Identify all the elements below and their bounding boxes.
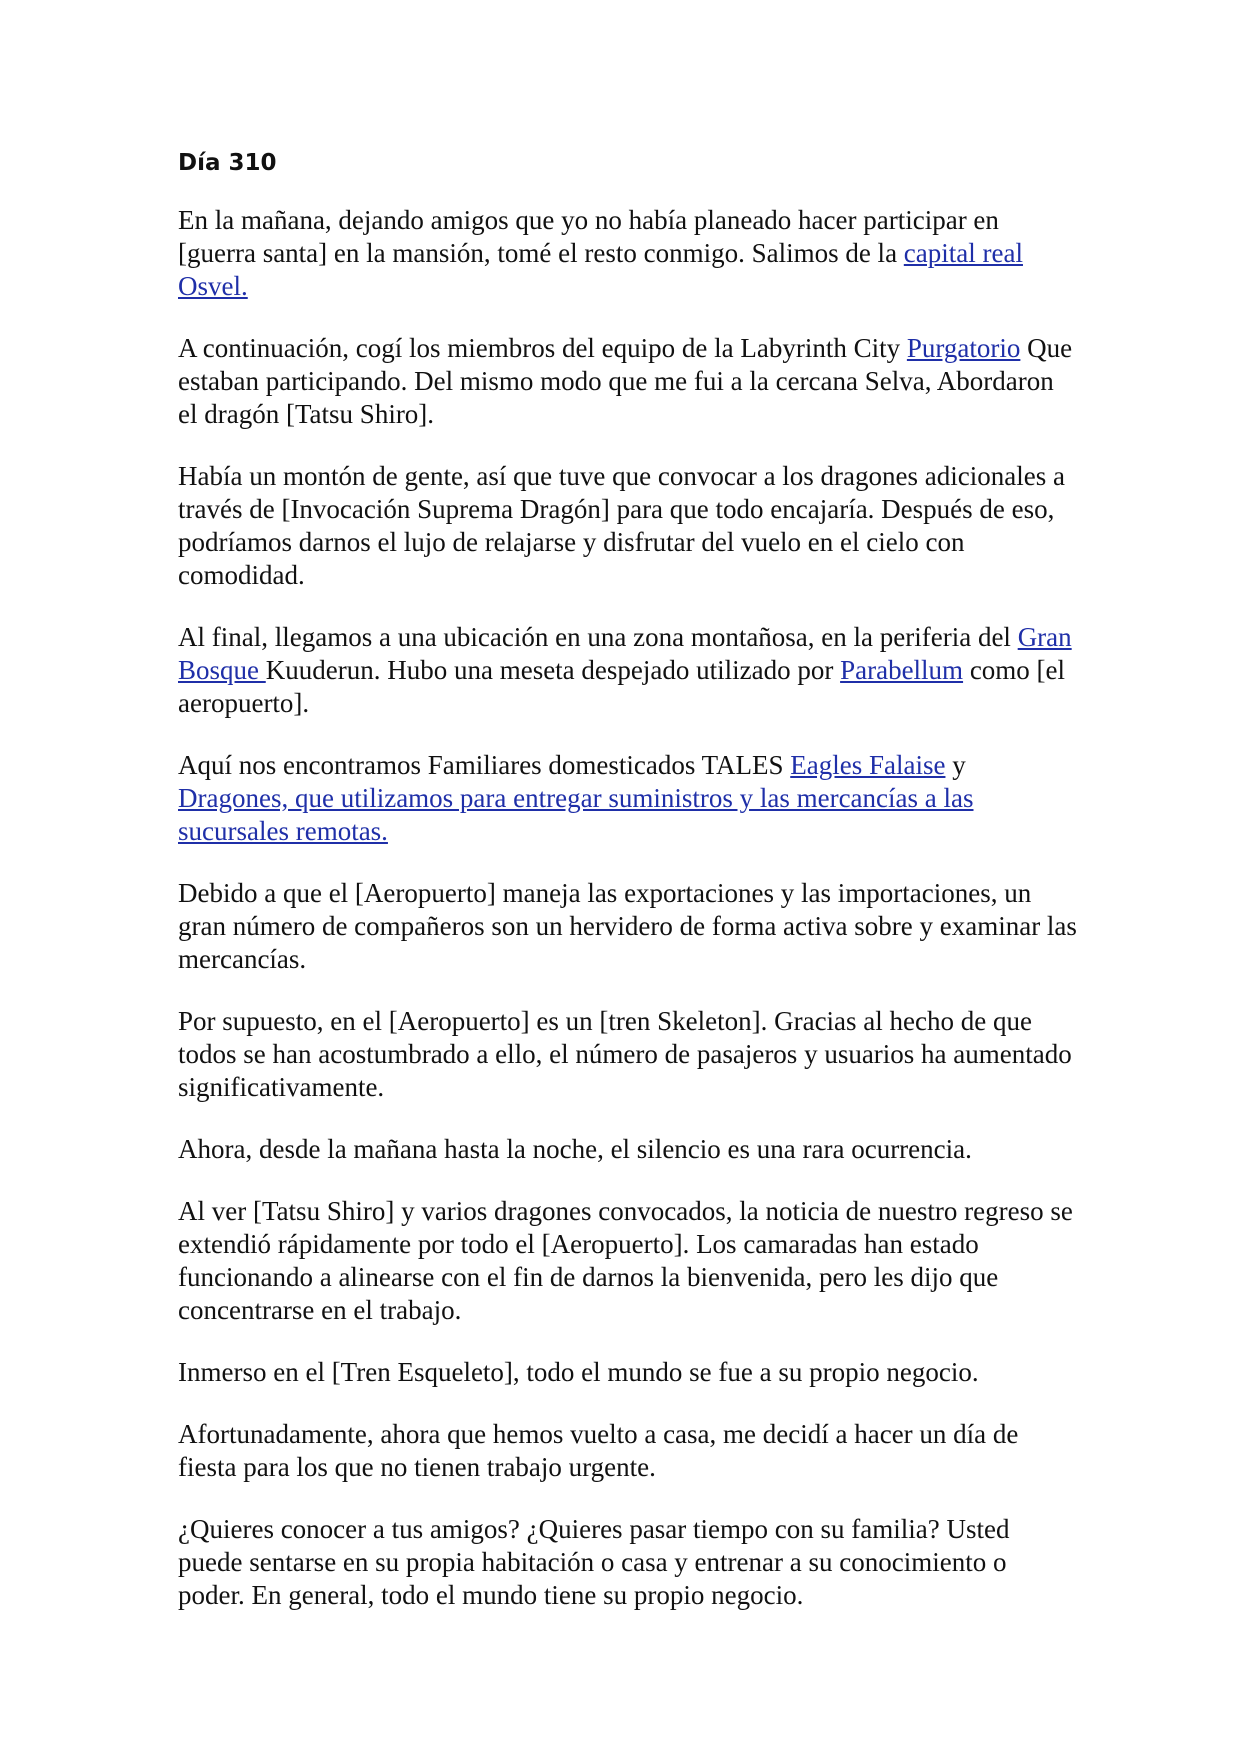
link-eagles-falaise[interactable]: Eagles Falaise bbox=[790, 750, 946, 780]
paragraph-2 bbox=[178, 332, 1078, 431]
chapter-heading: Día 310 bbox=[178, 150, 277, 176]
paragraph-10: Inmerso en el [Tren Esqueleto], todo el mundo se fue a su propio negocio. bbox=[178, 1357, 979, 1387]
paragraph-12: ¿Quieres conocer a tus amigos? ¿Quieres pasar tiempo con su familia? Usted puede sentarse en su propia habitación o casa y entrenar a su conocimiento o poder. En general, todo el mundo tiene su propio negocio. bbox=[178, 1514, 1010, 1610]
link-purgatorio[interactable]: Purgatorio bbox=[906, 333, 1021, 363]
paragraph-5 bbox=[178, 749, 1078, 848]
paragraph-7: Por supuesto, en el [Aeropuerto] es un [tren Skeleton]. Gracias al hecho de que todos se han acostumbrado a ello, el número de pasajeros y usuarios ha aumentado significativamente. bbox=[178, 1006, 1072, 1102]
paragraph-8: Ahora, desde la mañana hasta la noche, el silencio es una rara ocurrencia. bbox=[178, 1134, 972, 1164]
paragraph-1-text-a: En la mañana, dejando amigos que yo no había planeado hacer participar en [guerra santa] en la mansión, tomé el resto conmigo. Salimos de la bbox=[178, 205, 999, 268]
paragraph-5-text-b: y bbox=[945, 750, 966, 780]
paragraph-2-text-b: Que estaban participando. Del mismo modo que me fui a la cercana Selva, Abordaron el dragón [Tatsu Shiro]. bbox=[178, 333, 1073, 429]
paragraph-2-text-a: A continuación, cogí los miembros del equipo de la Labyrinth City bbox=[178, 333, 907, 363]
paragraph-5-text-a: Aquí nos encontramos Familiares domesticados TALES bbox=[178, 750, 791, 780]
link-parabellum[interactable]: Parabellum bbox=[840, 655, 964, 685]
link-capital-real[interactable]: capital real bbox=[903, 238, 1023, 268]
link-gran-bosque[interactable]: Gran Bosque bbox=[178, 622, 1072, 685]
paragraph-4 bbox=[178, 621, 1078, 720]
link-osvel[interactable]: Osvel. bbox=[178, 271, 248, 301]
link-dragones[interactable]: Dragones, que utilizamos para entregar suministros y las mercancías a las sucursales remotas. bbox=[178, 783, 974, 846]
paragraph-4-text-c: como [el aeropuerto]. bbox=[178, 655, 1066, 718]
paragraph-6: Debido a que el [Aeropuerto] maneja las exportaciones y las importaciones, un gran número de compañeros son un hervidero de forma activa sobre y examinar las mercancías. bbox=[178, 878, 1077, 974]
paragraph-11: Afortunadamente, ahora que hemos vuelto a casa, me decidí a hacer un día de fiesta para los que no tienen trabajo urgente. bbox=[178, 1419, 1019, 1482]
document-page bbox=[178, 148, 1078, 1641]
paragraph-9: Al ver [Tatsu Shiro] y varios dragones convocados, la noticia de nuestro regreso se extendió rápidamente por todo el [Aeropuerto]. Los camaradas han estado funcionando a alinearse con el fin de darnos la bienvenida, pero les dijo que concentrarse en el trabajo. bbox=[178, 1196, 1073, 1325]
paragraph-4-text-b: Kuuderun. Hubo una meseta despejado utilizado por bbox=[265, 655, 841, 685]
paragraph-4-text-a: Al final, llegamos a una ubicación en una zona montañosa, en la periferia del bbox=[178, 622, 1018, 652]
paragraph-1 bbox=[178, 204, 1078, 303]
paragraph-3: Había un montón de gente, así que tuve que convocar a los dragones adicionales a través de [Invocación Suprema Dragón] para que todo encajaría. Después de eso, podríamos darnos el lujo de relajarse y disfrutar del vuelo en el cielo con comodidad. bbox=[178, 461, 1065, 590]
